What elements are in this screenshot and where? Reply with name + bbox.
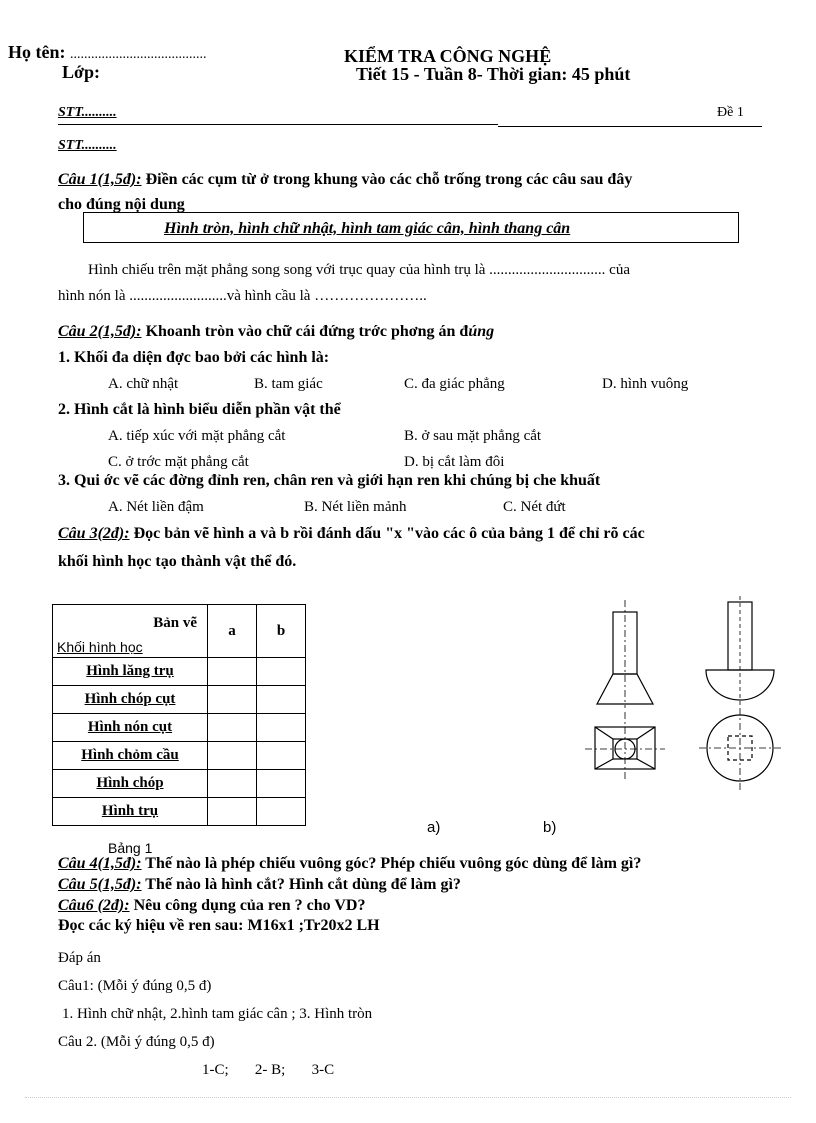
figure-b-label: b) xyxy=(543,819,557,836)
answer-2-detail: 1-C; 2- B; 3-C xyxy=(202,1062,335,1078)
name-label: Họ tên: ....................................... xyxy=(8,42,207,62)
q2-s1-option-c: C. đa giác phẳng xyxy=(404,376,505,392)
figure-a-label: a) xyxy=(427,819,441,836)
answers-title: Đáp án xyxy=(58,950,101,966)
q1-line-2: hình nón là ..........................và hình cầu là ………………….. xyxy=(58,288,427,304)
table-caption: Bảng 1 xyxy=(108,840,153,856)
cell-b[interactable] xyxy=(257,686,306,714)
answer-2-title: Câu 2. (Mỗi ý đúng 0,5 đ) xyxy=(58,1034,215,1050)
q1-prompt: Câu 1(1,5đ): Điền các cụm từ ở trong khung vào các chỗ trống trong các câu sau đây xyxy=(58,171,633,188)
q4-prompt: Câu 4(1,5đ): Thế nào là phép chiếu vuông góc? Phép chiếu vuông góc dùng để làm gì? xyxy=(58,855,642,872)
q2-s1-option-d: D. hình vuông xyxy=(602,376,689,392)
table-row xyxy=(53,686,306,714)
cell-a[interactable] xyxy=(208,714,257,742)
table-row xyxy=(53,714,306,742)
q1-prompt-cont: cho đúng nội dung xyxy=(58,196,185,213)
cell-b[interactable] xyxy=(257,770,306,798)
header-divider-left xyxy=(58,124,498,125)
header-col-b: b xyxy=(257,605,306,658)
row-label: Hình chóp xyxy=(53,770,208,798)
row-label: Hình trụ xyxy=(53,798,208,826)
q2-prompt: Câu 2(1,5đ): Khoanh tròn vào chữ cái đứng trớc phơng án đúng xyxy=(58,323,495,340)
table-row xyxy=(53,742,306,770)
header-col-a: a xyxy=(208,605,257,658)
drawing-a xyxy=(585,600,665,780)
q3-label: Câu 3(2đ): xyxy=(58,525,130,542)
q2-sub1: 1. Khối đa diện đợc bao bởi các hình là: xyxy=(58,349,330,366)
row-label: Hình chỏm cầu xyxy=(53,742,208,770)
row-label: Hình nón cụt xyxy=(53,714,208,742)
q6-prompt-cont: Đọc các ký hiệu về ren sau: M16x1 ;Tr20x2 LH xyxy=(58,917,380,934)
q2-s3-option-c: C. Nét đứt xyxy=(503,499,566,515)
cell-a[interactable] xyxy=(208,686,257,714)
q2-label: Câu 2(1,5đ): xyxy=(58,323,142,340)
header-solid: Khối hình học xyxy=(57,639,143,655)
table-row xyxy=(53,658,306,686)
exam-title: KIỂM TRA CÔNG NGHỆ xyxy=(344,46,552,66)
header-drawing: Bản vẽ xyxy=(153,615,197,631)
stt-1: STT.......... xyxy=(58,105,117,120)
cell-b[interactable] xyxy=(257,798,306,826)
header-divider-right xyxy=(498,126,762,127)
cell-b[interactable] xyxy=(257,658,306,686)
cell-b[interactable] xyxy=(257,714,306,742)
table-corner-header xyxy=(53,605,208,658)
q3-prompt: Câu 3(2đ): Đọc bản vẽ hình a và b rồi đánh dấu "x "vào các ô của bảng 1 để chỉ rõ các xyxy=(58,525,645,542)
table-row xyxy=(53,798,306,826)
cell-a[interactable] xyxy=(208,798,257,826)
row-label: Hình lăng trụ xyxy=(53,658,208,686)
class-label: Lớp: xyxy=(62,62,100,82)
page-bottom-rule xyxy=(25,1097,791,1098)
q3-table xyxy=(52,604,306,826)
cell-a[interactable] xyxy=(208,658,257,686)
q1-label: Câu 1(1,5đ): xyxy=(58,171,142,188)
q1-line-1: Hình chiếu trên mặt phẳng song song với trục quay của hình trụ là ............................... của xyxy=(88,262,630,278)
cell-a[interactable] xyxy=(208,742,257,770)
name-dots: ....................................... xyxy=(70,47,207,62)
q3-prompt-cont: khối hình học tạo thành vật thể đó. xyxy=(58,553,297,570)
technical-drawings xyxy=(585,596,785,811)
q2-s1-option-a: A. chữ nhật xyxy=(108,376,179,392)
stt-2: STT.......... xyxy=(58,138,117,153)
q2-s2-option-d: D. bị cắt làm đôi xyxy=(404,454,505,470)
table-row xyxy=(53,770,306,798)
q2-s2-option-b: B. ở sau mặt phẳng cắt xyxy=(404,428,542,444)
q4-label: Câu 4(1,5đ): xyxy=(58,855,142,872)
q1-word-box xyxy=(83,212,739,243)
drawing-b xyxy=(699,596,781,790)
exam-code: Đề 1 xyxy=(717,105,744,120)
q2-s3-option-b: B. Nét liền mảnh xyxy=(304,499,407,515)
q2-s1-option-b: B. tam giác xyxy=(254,376,323,392)
q1-word-list: Hình tròn, hình chữ nhật, hình tam giác cân, hình thang cân xyxy=(164,220,571,237)
q2-s2-option-a: A. tiếp xúc với mặt phẳng cắt xyxy=(108,428,286,444)
q6-label: Câu6 (2đ): xyxy=(58,897,130,914)
q5-prompt: Câu 5(1,5đ): Thế nào là hình cắt? Hình cắt dùng để làm gì? xyxy=(58,876,461,893)
row-label: Hình chóp cụt xyxy=(53,686,208,714)
cell-a[interactable] xyxy=(208,770,257,798)
q6-prompt: Câu6 (2đ): Nêu công dụng của ren ? cho VD? xyxy=(58,897,366,914)
q2-sub2: 2. Hình cắt là hình biểu diễn phần vật thể xyxy=(58,401,341,418)
q5-label: Câu 5(1,5đ): xyxy=(58,876,142,893)
q2-sub3: 3. Qui ớc vẽ các đờng đỉnh ren, chân ren và giới hạn ren khi chúng bị che khuất xyxy=(58,472,601,489)
answer-1-detail: 1. Hình chữ nhật, 2.hình tam giác cân ; 3. Hình tròn xyxy=(62,1006,373,1022)
cell-b[interactable] xyxy=(257,742,306,770)
exam-subtitle: Tiết 15 - Tuần 8- Thời gian: 45 phút xyxy=(356,64,631,84)
q2-s3-option-a: A. Nét liền đậm xyxy=(108,499,204,515)
answer-1-title: Câu1: (Mỗi ý đúng 0,5 đ) xyxy=(58,978,212,994)
q2-s2-option-c: C. ở trớc mặt phẳng cắt xyxy=(108,454,249,470)
